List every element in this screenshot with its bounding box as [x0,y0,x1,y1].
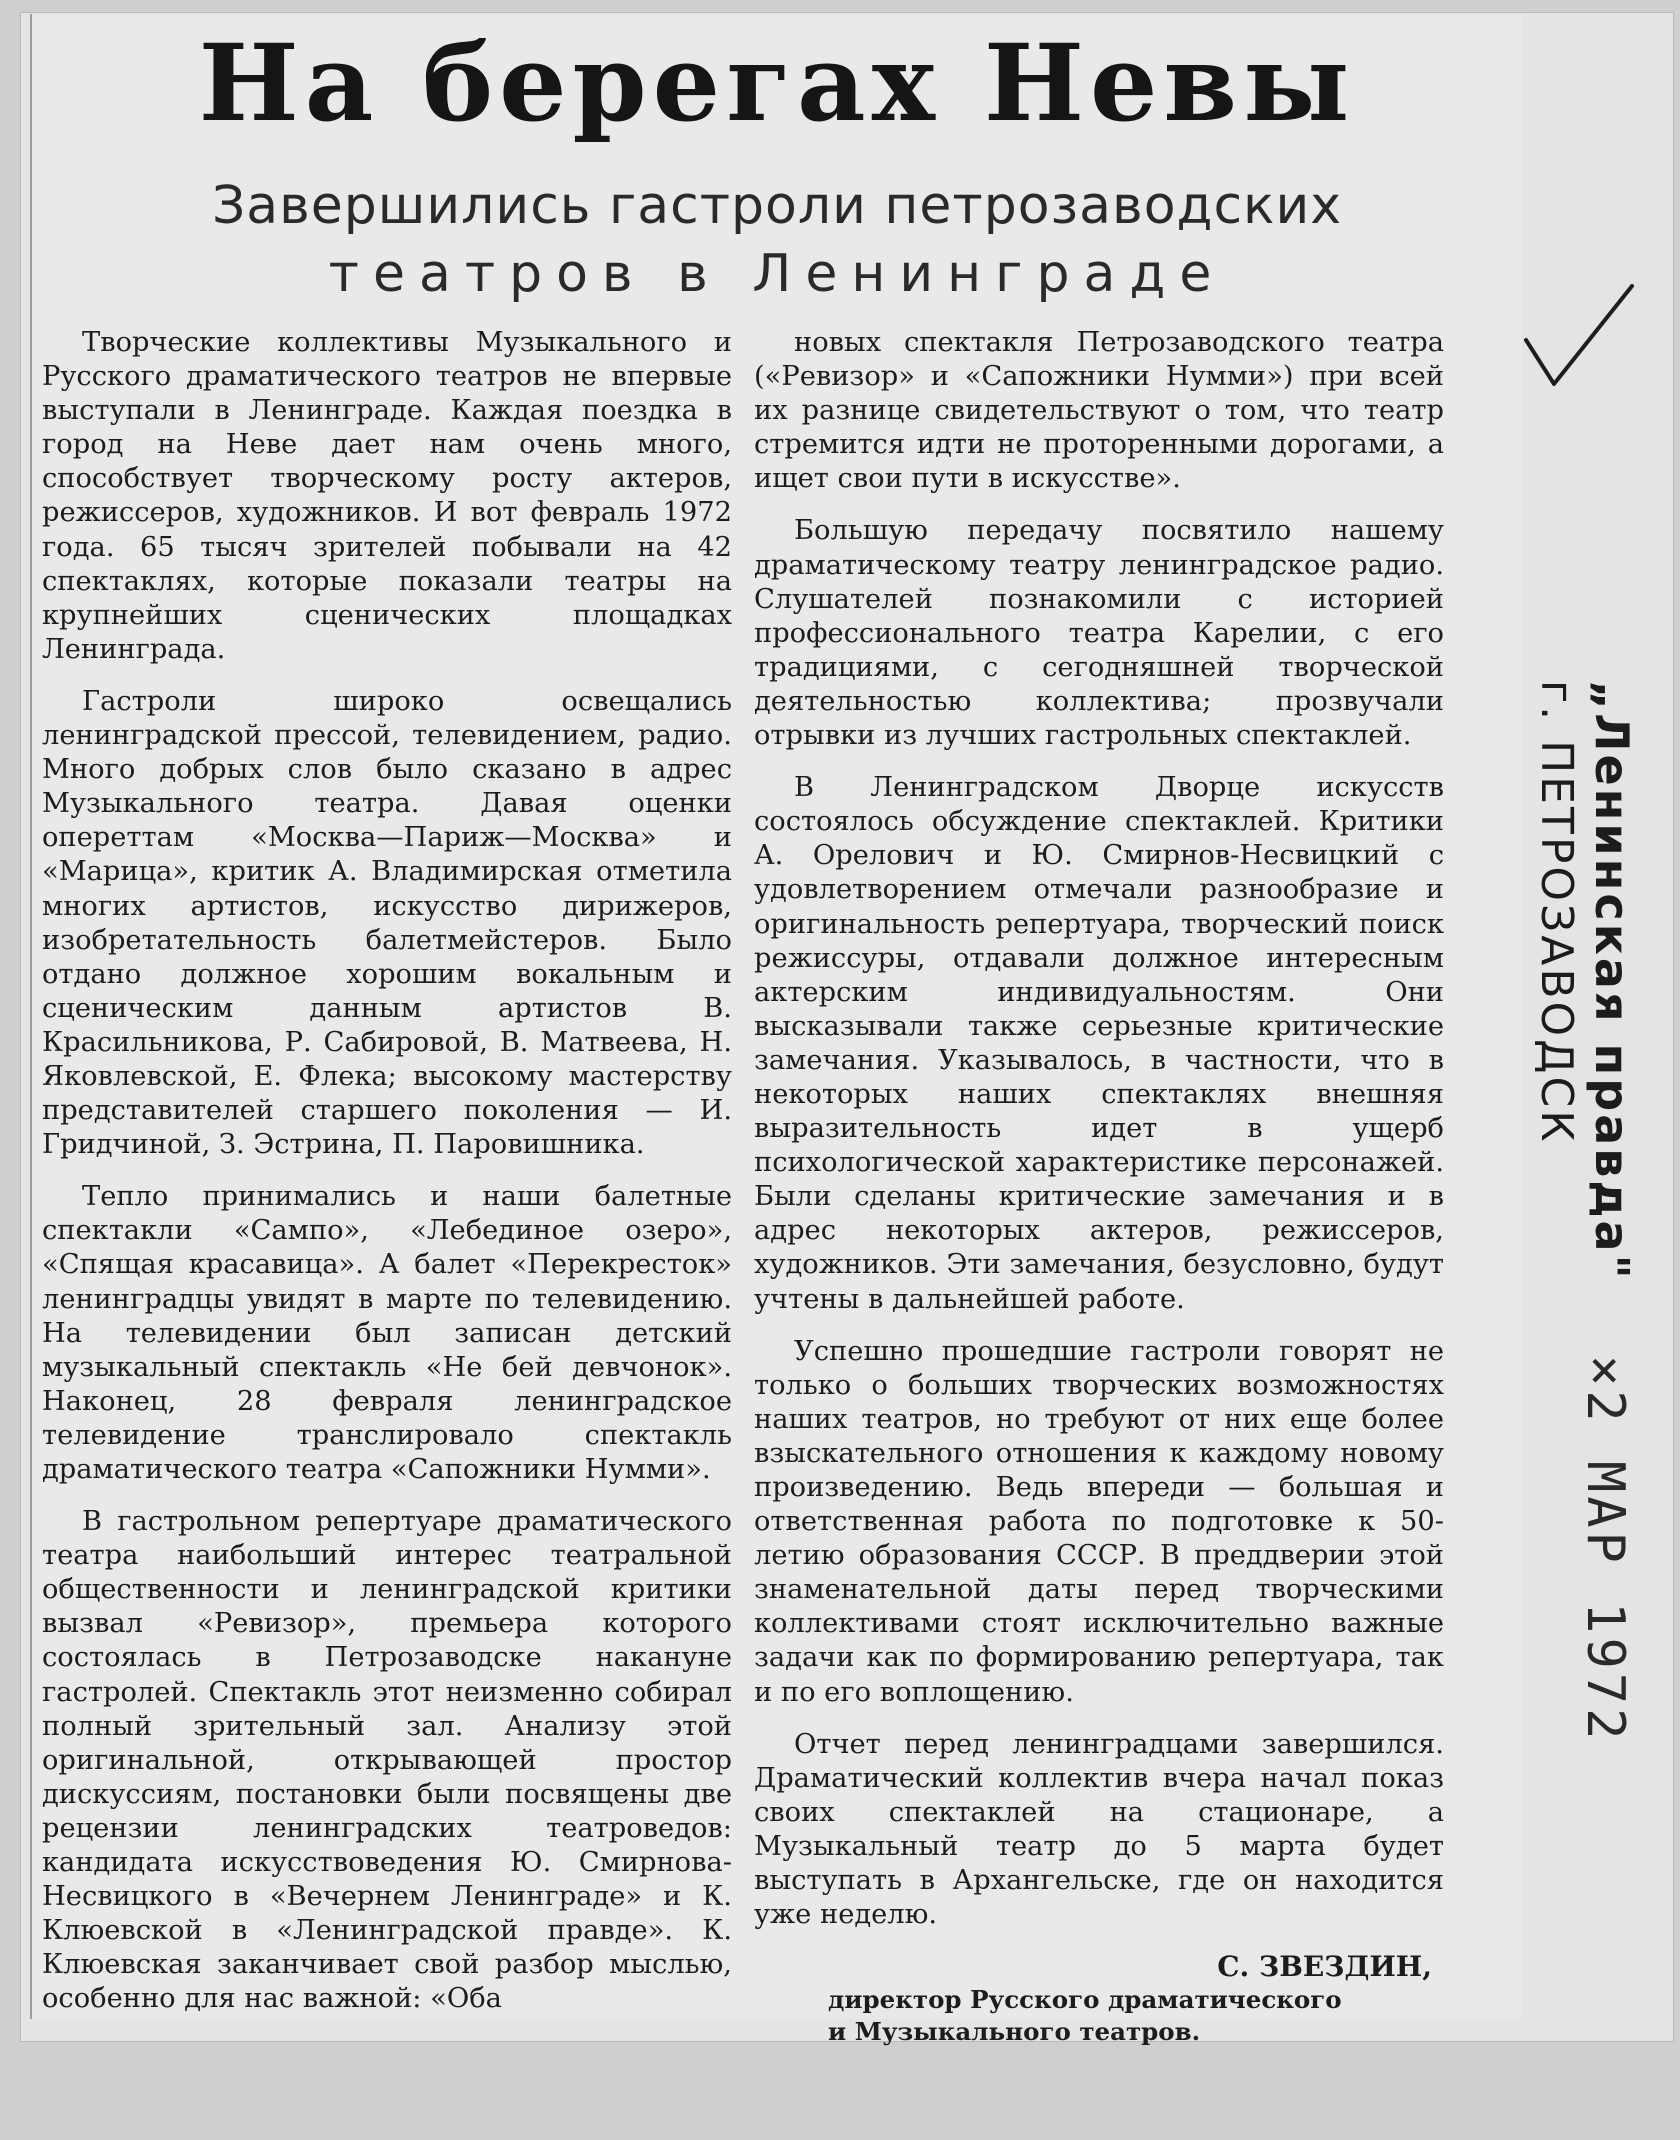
author-signature: С. ЗВЕЗДИН, [1217,1950,1432,1984]
author-role-line2: и Музыкального театров. [828,2017,1201,2047]
paragraph: Гастроли широко освещались ленинградской прессой, телевидением, радио. Много добрых слов было сказано в адрес Музыкального театра. Давая оценки опереттам «Москва—Париж—Москва» и «Марица», критик А. Владимирская отметила многих артистов, искусство дирижеров, изобретательность балетмейстеров. Было отдано должное хорошим вокальным и сценическим данным артистов В. Красильникова, Р. Сабировой, В. Матвеева, Н. Яковлевской, Е. Флека; высокому мастерству представителей старшего поколения — И. Гридчиной, З. Эстрина, П. Паровишника. [42,685,732,1161]
checkmark-icon [1520,280,1640,400]
paragraph: Творческие коллективы Музыкального и Русского драматического театров не впервые выступали в Ленинграде. Каждая поездка в город на Неве дает нам очень много, способствует творческому росту актеров, режиссеров, художников. И вот февраль 1972 года. 65 тысяч зрителей побывали на 42 спектаклях, которые показали театры на крупнейших сценических площадках Ленинграда. [42,327,732,665]
date-stamp: ×2 МАР 1972 [1575,1355,1635,1744]
newspaper-clipping [30,14,1522,2047]
author-role-line1: директор Русского драматического [828,1985,1342,2015]
paragraph: В Ленинградском Дворце искусств состоялось обсуждение спектаклей. Критики А. Орелович и Ю. Смирнов-Несвицкий с удовлетворением отмечали разнообразие и оригинальность репертуара, творческий поиск режиссуры, отдавали должное интересным актерским индивидуальностям. Они высказывали также серьезные критические замечания. Указывалось, в частности, что в некоторых наших спектаклях внешняя выразительность идет в ущерб психологической характеристике персонажей. Были сделаны критические замечания и в адрес некоторых актеров, режиссеров, художников. Эти замечания, безусловно, будут учтены в дальнейшей работе. [754,772,1444,1315]
paragraph: Большую передачу посвятило нашему драматическому театру ленинградское радио. Слушателей познакомили с историей профессионального театра Карелии, с его традициями, с сегодняшней творческой деятельностью коллектива; прозвучали отрывки из лучших гастрольных спектаклей. [754,515,1444,752]
paragraph: Успешно прошедшие гастроли говорят не только о больших творческих возможностях наших театров, но требуют от них еще более взыскательного отношения к каждому новому произведению. Ведь впереди — большая и ответственная работа по подготовке к 50-летию образования СССР. В преддверии этой знаменательной даты перед творческими коллективами стоят исключительно важные задачи как по формированию репертуара, так и по его воплощению. [754,1335,1444,1708]
paragraph: В гастрольном репертуаре драматического театра наибольший интерес театральной общественности и ленинградской критики вызвал «Ревизор», премьера которого состоялась в Петрозаводске накануне гастролей. Спектакль этот неизменно собирал полный зрительный зал. Анализу этой оригинальной, открывающей простор дискуссиям, постановки были посвящены две рецензии ленинградских театроведов: кандидата искусствоведения Ю. Смирнова-Несвицкого в «Вечернем Ленинграде» и К. Клюевской в «Ленинградской правде». К. Клюевская заканчивает свой разбор мыслью, особенно для нас важной: «Оба [42,1506,732,2015]
right-column [754,326,1444,2048]
paragraph: новых спектакля Петрозаводского театра («Ревизор» и «Сапожники Нумми») при всей их разнице свидетельствуют о том, что театр стремится идти не проторенными дорогами, а ищет свои пути в искусстве». [754,327,1444,495]
article-headline: На берегах Невы [198,20,1356,145]
source-newspaper: „Ленинская правда" [1585,680,1639,1282]
margin-annotations [1510,640,1680,2140]
source-city: г. ПЕТРОЗАВОДСК [1531,680,1582,1145]
left-column [42,326,732,2035]
article-subheadline-line2: театров в Ленинграде [328,244,1226,304]
article-subheadline-line1: Завершились гастроли петрозаводских [211,176,1343,236]
source-label [1528,680,1640,1282]
paragraph: Тепло принимались и наши балетные спектакли «Сампо», «Лебединое озеро», «Спящая красавица». А балет «Перекресток» ленинградцы увидят в марте по телевидению. На телевидении был записан детский музыкальный спектакль «Не бей девчонок». Наконец, 28 февраля ленинградское телевидение транслировало спектакль драматического театра «Сапожники Нумми». [42,1181,732,1485]
paragraph: Отчет перед ленинградцами завершился. Драматический коллектив вчера начал показ своих спектаклей на стационаре, а Музыкальный театр до 5 марта будет выступать в Архангельске, где он находится уже неделю. [754,1728,1444,1931]
